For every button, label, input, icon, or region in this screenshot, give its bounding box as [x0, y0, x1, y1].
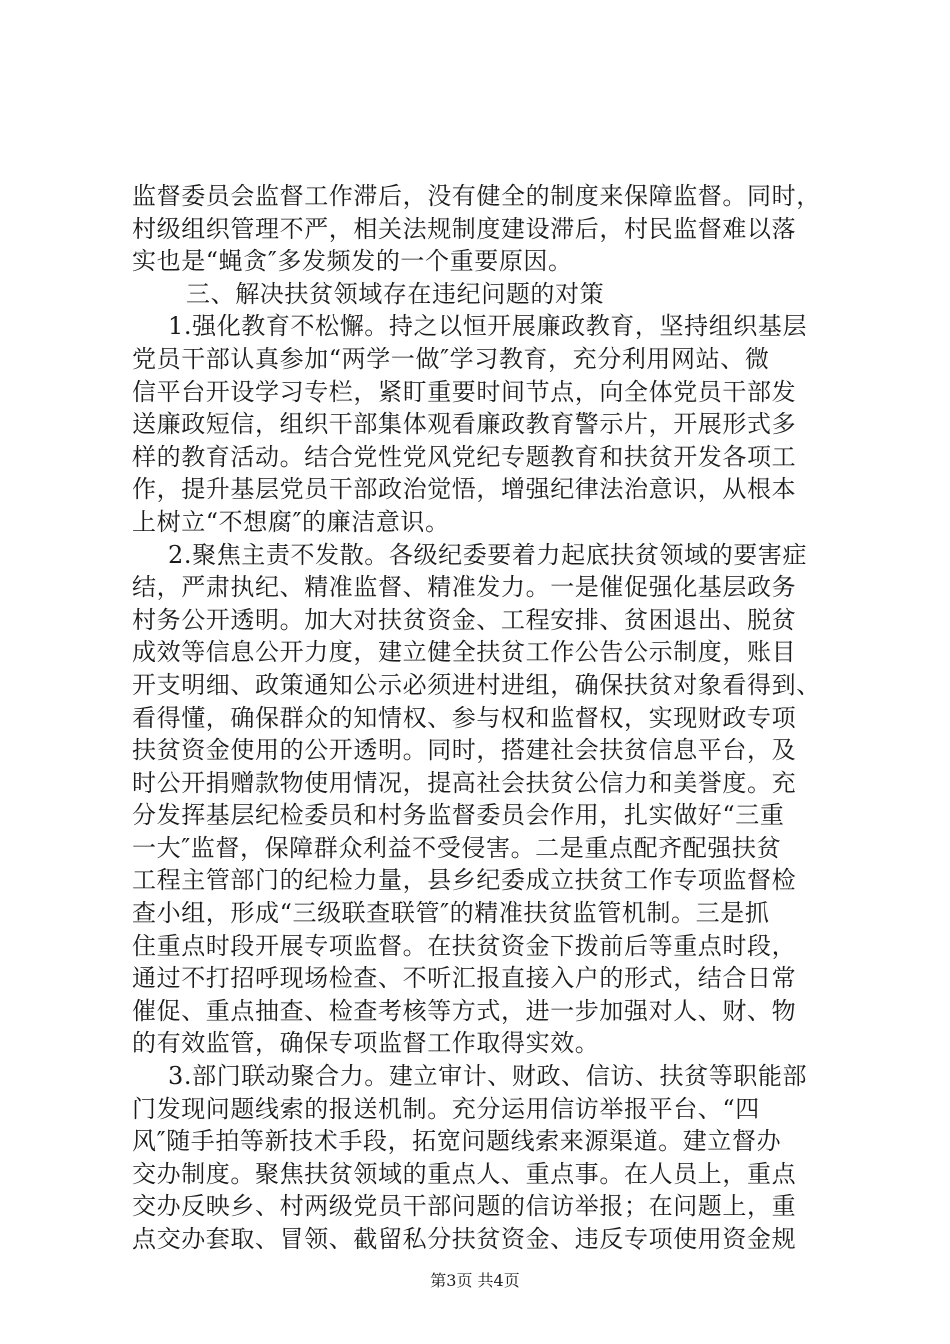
- section-heading: 三、解决扶贫领域存在违纪问题的对策: [186, 279, 605, 308]
- paragraph-item-1: 1.强化教育不松懈。持之以恒开展廉政教育，坚持组织基层 党员干部认真参加“两学一做″学习教育，充分利用网站、微 信平台开设学习专栏，紧盯重要时间节点，向全体党员干部发 送廉政短信，组织干部集体观看廉政教育警示片，开展形式多 样的教育活动。结合党性党风党纪专题教育和扶贫开发各项工 作，提升基层党员干部政治觉悟，增强纪律法治意识，从根本 上树立“不想腐″的廉洁意识。: [132, 312, 808, 536]
- page-footer: 第3页 共4页: [430, 1271, 520, 1290]
- document-body: [132, 180, 832, 1256]
- paragraph-item-3: 3.部门联动聚合力。建立审计、财政、信访、扶贫等职能部 门发现问题线索的报送机制。充分运用信访举报平台、“四 风″随手拍等新技术手段，拓宽问题线索来源渠道。建立督办 交办制度。聚焦扶贫领域的重点人、重点事。在人员上，重点 交办反映乡、村两级党员干部问题的信访举报；在问题上，重 点交办套取、冒领、截留私分扶贫资金、违反专项使用资金规: [132, 1062, 808, 1253]
- paragraph-continuation: 监督委员会监督工作滞后，没有健全的制度来保障监督。同时， 村级组织管理不严，相关法规制度建设滞后，村民监督难以落 实也是“蝇贪″多发频发的一个重要原因。: [132, 182, 821, 276]
- paragraph-item-2: 2.聚焦主责不发散。各级纪委要着力起底扶贫领域的要害症 结，严肃执纪、精准监督、精准发力。一是催促强化基层政务 村务公开透明。加大对扶贫资金、工程安排、贫困退出、脱贫 成效等信息公开力度，建立健全扶贫工作公告公示制度，账目 开支明细、政策通知公示必须进村进组，确保扶贫对象看得到、 看得懂，确保群众的知情权、参与权和监督权，实现财政专项 扶贫资金使用的公开透明。同时，搭建社会扶贫信息平台，及 时公开捐赠款物使用情况，提高社会扶贫公信力和美誉度。充 分发挥基层纪检委员和村务监督委员会作用，扎实做好“三重 一大″监督，保障群众利益不受侵害。二是重点配齐配强扶贫 工程主管部门的纪检力量，县乡纪委成立扶贫工作专项监督检 查小组，形成“三级联查联管″的精准扶贫监管机制。三是抓 住重点时段开展专项监督。在扶贫资金下拨前后等重点时段， 通过不打招呼现场检查、不听汇报直接入户的形式，结合日常 催促、重点抽查、检查考核等方式，进一步加强对人、财、物 的有效监管，确保专项监督工作取得实效。: [132, 540, 821, 1058]
